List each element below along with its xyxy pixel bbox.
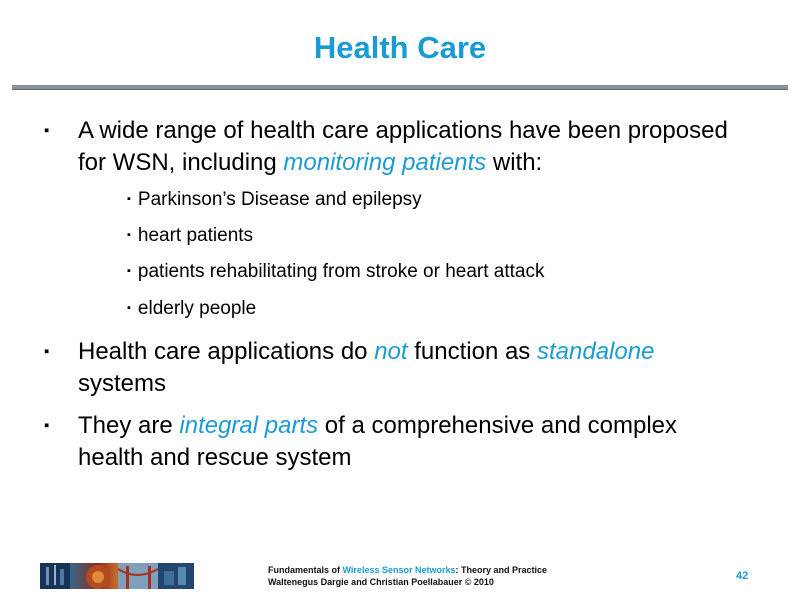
footer-line-1-emphasis: Wireless Sensor Networks	[342, 565, 456, 575]
footer-line-1-post: : Theory and Practice	[455, 565, 548, 575]
bullet-marker: ▪	[44, 417, 50, 434]
bullet-2-text	[78, 336, 744, 400]
bullet-3-part1: They are	[78, 412, 180, 439]
footer-line-1	[268, 564, 547, 576]
bullet-1-text	[78, 115, 744, 179]
slide-title: Health Care	[313, 30, 487, 65]
sub-bullet-3	[127, 260, 545, 286]
title-divider	[12, 85, 788, 90]
sub-bullet-marker: ▪	[127, 229, 131, 241]
sub-bullet-1-text: Parkinson’s Disease and epilepsy	[137, 189, 422, 210]
footer-image-strip	[40, 563, 194, 589]
bullet-marker: ▪	[44, 343, 50, 360]
bullet-1-post: with:	[486, 149, 543, 176]
bullet-3	[44, 410, 744, 474]
bullet-marker: ▪	[44, 122, 50, 139]
bullet-2-part2: function as	[407, 338, 537, 365]
sub-bullet-marker: ▪	[127, 265, 131, 277]
page-number: 42	[736, 570, 749, 582]
bullet-1-emphasis: monitoring patients	[283, 149, 487, 176]
footer-text	[268, 564, 547, 588]
bullet-3-emphasis: integral parts	[179, 412, 319, 439]
bullet-3-part2: of a comprehensive and complex health and rescue system	[78, 412, 678, 471]
sub-bullet-3-text: patients rehabilitating from stroke or heart attack	[137, 261, 545, 282]
bullet-1	[44, 115, 744, 179]
footer-line-2: Waltenegus Dargie and Christian Poellabauer © 2010	[268, 577, 494, 587]
bullet-3-text	[78, 410, 744, 474]
sub-bullet-marker: ▪	[127, 193, 131, 205]
bullet-2-emphasis-standalone: standalone	[536, 338, 655, 365]
sub-bullet-2-text: heart patients	[137, 225, 254, 246]
footer-line-1-pre: Fundamentals of	[268, 565, 343, 575]
bullet-2-emphasis-not: not	[374, 338, 408, 365]
sub-bullet-2	[127, 224, 253, 250]
bullet-2-part3: systems	[78, 370, 167, 397]
sub-bullet-4-text: elderly people	[137, 298, 257, 319]
bullet-1-pre: A wide range of health care applications have been proposed for WSN, including	[78, 117, 728, 176]
sub-bullet-marker: ▪	[127, 302, 131, 314]
sub-bullet-1	[127, 188, 422, 214]
bullet-2	[44, 336, 744, 400]
sub-bullet-4	[127, 297, 256, 323]
bullet-2-part1: Health care applications do	[78, 338, 375, 365]
